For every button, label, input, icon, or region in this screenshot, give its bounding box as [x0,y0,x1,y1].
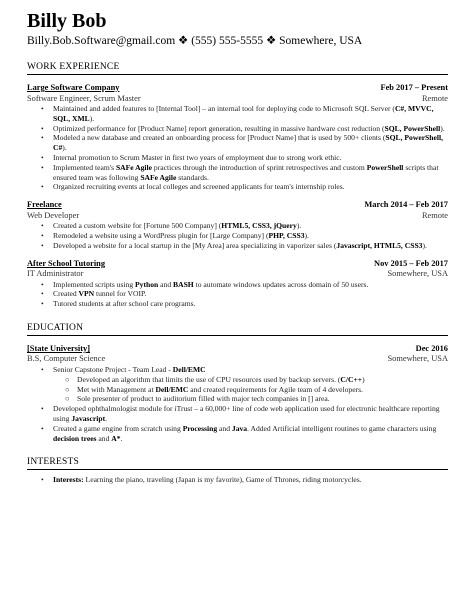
bullet-text: Implemented scripts using [53,279,136,289]
list-item [41,230,448,241]
bold-skill-text: Dell/EMC [172,364,206,374]
bullet-icon: • [41,475,44,485]
bullet-text: Tutored students at after school care programs. [53,299,196,309]
bold-skill-text: HTML5, CSS3, jQuery [221,221,297,231]
contact-line [27,34,448,48]
list-item [41,299,448,309]
job-bullets [27,104,448,192]
capstone-sub-bullets [53,375,448,404]
bullet-icon: • [41,221,44,231]
list-item [41,104,448,124]
circle-bullet-icon: ○ [65,374,70,384]
section-title-interests: INTERESTS [27,457,79,468]
bullet-text: ) [362,374,365,384]
bullet-text: Maintained and added features to [Internal Tool] – an internal tool for deploying code to Microsoft SQL Server ( [53,104,395,113]
bold-skill-text: VPN [78,289,95,299]
bullet-text: . Added Artificial intelligent routines to game characters using [247,423,437,433]
bold-skill-text: PowerShell [366,162,404,172]
job-entry [27,83,448,192]
employment-dates: Feb 2017 – Present [380,83,448,92]
bold-skill-text: SQL, PowerShell, C# [53,133,443,153]
bullet-text: Remodeled a website using a WordPress plugin for [Large Company] ( [53,230,269,240]
email-link[interactable]: Billy.Bob.Software@gmail.com [27,35,176,47]
bullet-text: ). [422,240,427,250]
bullet-text: and [217,423,232,433]
section-title-work: WORK EXPERIENCE [27,62,120,72]
bold-skill-text: Java [231,423,248,433]
section-divider [27,74,448,75]
list-item [41,182,448,192]
bullet-text: Met with Management at [77,384,156,394]
education-entry [27,344,448,443]
bold-skill-text: PHP, CSS3 [268,230,305,240]
bold-skill-text: BASH [173,279,194,289]
bullet-text: and [96,433,112,443]
bullet-text: Modeled a new database and created an onboarding process for [Product Name] that is used by 500+ clients ( [53,133,386,143]
bullet-icon: • [41,152,44,162]
bullet-icon: • [41,240,44,250]
bullet-text: to automate windows updates across domain of 50 users. [193,279,369,289]
job-title: Web Developer [27,210,80,220]
job-bullets [27,221,448,250]
bullet-text: . [105,413,108,423]
bullet-text: Organized recruiting events at local colleges and screened applicants for team's internship roles. [53,182,345,192]
list-item [65,394,448,404]
job-header-row [27,200,448,211]
employment-dates: March 2014 – Feb 2017 [364,200,448,210]
bullet-text: ). [296,221,302,231]
diamond-separator-icon: ❖ [265,35,277,47]
bullet-icon: • [41,123,44,133]
job-location: Remote [421,93,448,103]
bullet-text: Developed ophthalmologist module for iTrust – a 60,000+ line of code web application used for electronic healthcare reporting using [53,404,440,423]
list-item [65,374,448,385]
bullet-text: Senior Capstone Project - Team Lead - [53,364,173,374]
bold-skill-text: Javascript, HTML5, CSS3 [336,240,423,250]
bold-skill-text: SQL, PowerShell [384,123,441,133]
bullet-text: Optimized performance for [Product Name] report generation, resulting in massive hardware cost reduction ( [53,123,385,133]
job-subheader-row [27,211,448,222]
list-item [41,289,448,299]
job-subheader-row [27,269,448,280]
job-title: Software Engineer, Scrum Master [27,93,141,103]
bullet-text: Developed an algorithm that limits the use of CPU resources used by backup servers. ( [77,374,341,384]
bullet-text: and [158,279,174,289]
interests-text: Learning the piano, traveling (Japan is my favorite), Game of Thrones, riding motorcycles. [83,475,362,485]
bullet-text: ). [304,230,309,240]
school-name: [State University] [27,343,91,353]
list-item [65,384,448,395]
bullet-text: scripts that ensured team was following [53,162,439,182]
list-item [41,404,448,424]
bullet-text: practices through the introduction of sprint retrospectives and custom [152,162,367,172]
bullet-text: Created [53,289,79,299]
bullet-icon: • [41,162,44,172]
bullet-text: Created a game engine from scratch using [53,423,183,433]
job-entry [27,200,448,250]
bullet-icon: • [41,423,44,433]
bullet-text: ). [440,123,445,133]
bullet-text: tunnel for VOIP. [94,289,147,299]
bullet-text: ). [62,143,67,153]
bold-skill-text: A* [111,433,121,443]
phone-number: (555) 555-5555 [191,35,264,47]
list-item [41,152,448,163]
bold-skill-text: Javascript [71,413,106,423]
bullet-text: and created requirements for Agile team of 4 developers. [188,384,363,394]
bullet-icon: • [41,299,44,309]
list-item [41,133,448,153]
bold-skill-text: Processing [182,423,218,433]
list-item [41,123,448,134]
list-item [41,221,448,231]
diamond-separator-icon: ❖ [178,35,189,47]
bullet-text: Created a custom website for [Fortune 500 Company] ( [53,221,222,231]
bullet-text: standards. [176,172,209,182]
bold-skill-text: SAFe Agile [115,162,153,172]
interests-list [27,475,448,485]
bold-skill-text: decision trees [53,433,97,443]
section-divider [27,335,448,336]
bullet-icon: • [41,182,44,192]
bullet-text: Developed a website for a local startup in the [My Area] area specializing in vaporizer sales ( [53,240,337,250]
education-bullets [27,365,448,443]
list-item [41,162,448,183]
list-item [41,279,448,290]
job-location: Remote [421,210,448,220]
circle-bullet-icon: ○ [65,394,70,404]
bold-skill-text: C#, MVVC, SQL, XML [53,104,434,123]
bold-skill-text: Dell/EMC [155,384,189,394]
employer-name: Freelance [27,200,62,210]
section-title-education: EDUCATION [27,322,84,333]
job-bullets [27,280,448,309]
employer-name: After School Tutoring [27,258,106,268]
list-item [41,240,448,251]
interests-label: Interests: [53,475,84,485]
bullet-text: Implemented team's [53,162,116,172]
bullet-icon: • [41,279,44,289]
bullet-icon: • [41,133,44,143]
list-item [41,423,448,444]
bullet-icon: • [41,289,44,299]
bold-skill-text: Python [135,279,159,289]
bold-skill-text: C/C++ [340,374,363,384]
work-experience-list [27,83,448,309]
bullet-icon: • [41,230,44,240]
list-item [41,364,448,404]
bold-skill-text: SAFe Agile [140,172,177,182]
job-title: IT Administrator [27,269,84,279]
list-item [41,475,448,485]
school-location: Somewhere, USA [387,354,448,364]
job-header-row [27,259,448,270]
job-entry [27,259,448,309]
circle-bullet-icon: ○ [65,384,70,394]
bullet-text: Internal promotion to Scrum Master in first two years of employment due to strong work ethic. [53,152,342,162]
home-location: Somewhere, USA [279,35,363,47]
job-location: Somewhere, USA [387,269,448,279]
job-header-row [27,83,448,94]
employment-dates: Nov 2015 – Feb 2017 [374,258,448,268]
bullet-icon: • [41,104,44,113]
bullet-icon: • [41,404,44,414]
bullet-text: ). [89,113,95,123]
employer-name: Large Software Company [27,83,120,92]
degree: B.S, Computer Science [27,354,106,364]
education-subheader-row [27,354,448,365]
bullet-text: Sole presenter of product to auditorium filled with major tech companies in [] area. [77,394,330,404]
education-header-row [27,344,448,355]
bullet-icon: • [41,364,44,374]
job-subheader-row [27,94,448,105]
candidate-name: Billy Bob [27,10,107,32]
bullet-text: . [120,433,123,443]
section-divider [27,469,448,470]
graduation-date: Dec 2016 [415,343,448,353]
